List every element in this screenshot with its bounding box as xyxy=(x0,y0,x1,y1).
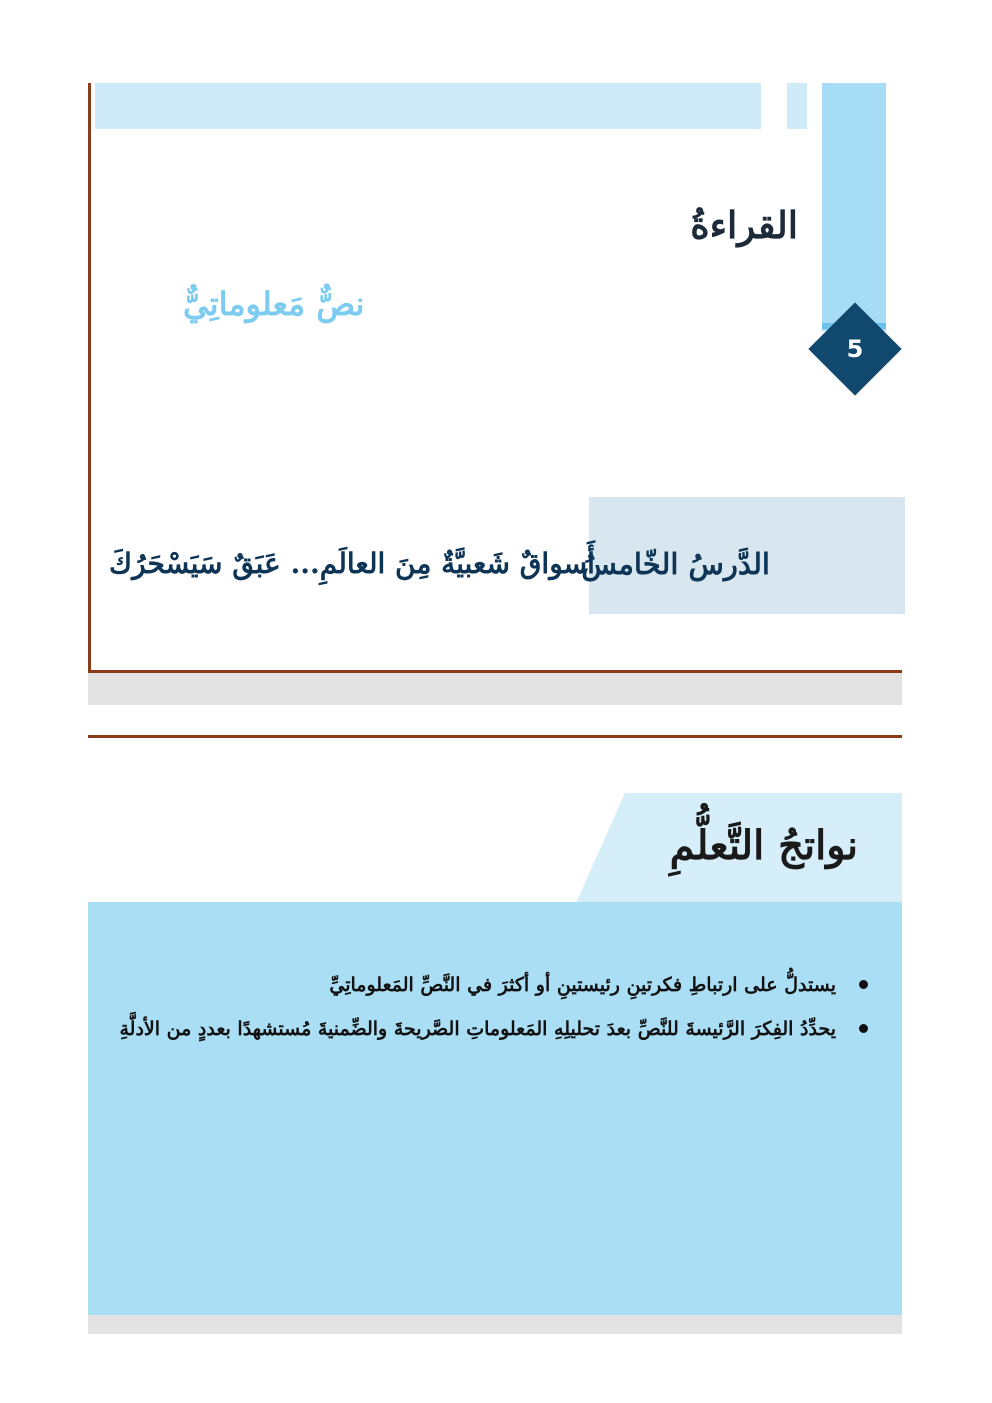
outcomes-title: نواتجُ التَّعلُّمِ xyxy=(669,822,858,869)
unit-number: 5 xyxy=(846,335,864,363)
outcomes-list xyxy=(108,968,868,1056)
text-type-label: نصٌّ مَعلوماتِيٌّ xyxy=(183,285,365,323)
outcome-text: يستدلُّ على ارتباطِ فكرتينِ رئيستينِ أو أكثرَ في النَّصِّ المَعلوماتِيِّ xyxy=(329,974,836,996)
lesson-label: الدَّرسُ الخّامسُ xyxy=(581,547,770,581)
bullet-icon xyxy=(859,980,868,989)
slide-separator xyxy=(88,673,902,705)
outcomes-panel xyxy=(88,902,902,1317)
top-decor-strip xyxy=(787,83,807,129)
top-decor-band xyxy=(95,83,761,129)
lesson-title: أَسواقٌ شَعبيَّةٌ مِنَ العالَمِ... عَبَقٌ سَيَسْحَرُكَ xyxy=(109,547,595,580)
side-decor-bar xyxy=(822,83,886,331)
list-item xyxy=(108,1012,868,1046)
outcome-text: يحدِّدُ الفِكرَ الرَّئيسةَ للنَّصِّ بعدَ تحليلِهِ المَعلوماتِ الصَّريحةَ والضِّمنيةَ مُستشهدًا بعددٍ من الأدلَّةِ xyxy=(119,1018,836,1040)
list-item xyxy=(108,968,868,1002)
outcomes-slide xyxy=(88,735,902,1315)
section-title: القراءةُ xyxy=(690,203,798,247)
bullet-icon xyxy=(859,1024,868,1033)
title-slide xyxy=(88,83,902,673)
bottom-separator xyxy=(88,1315,902,1334)
